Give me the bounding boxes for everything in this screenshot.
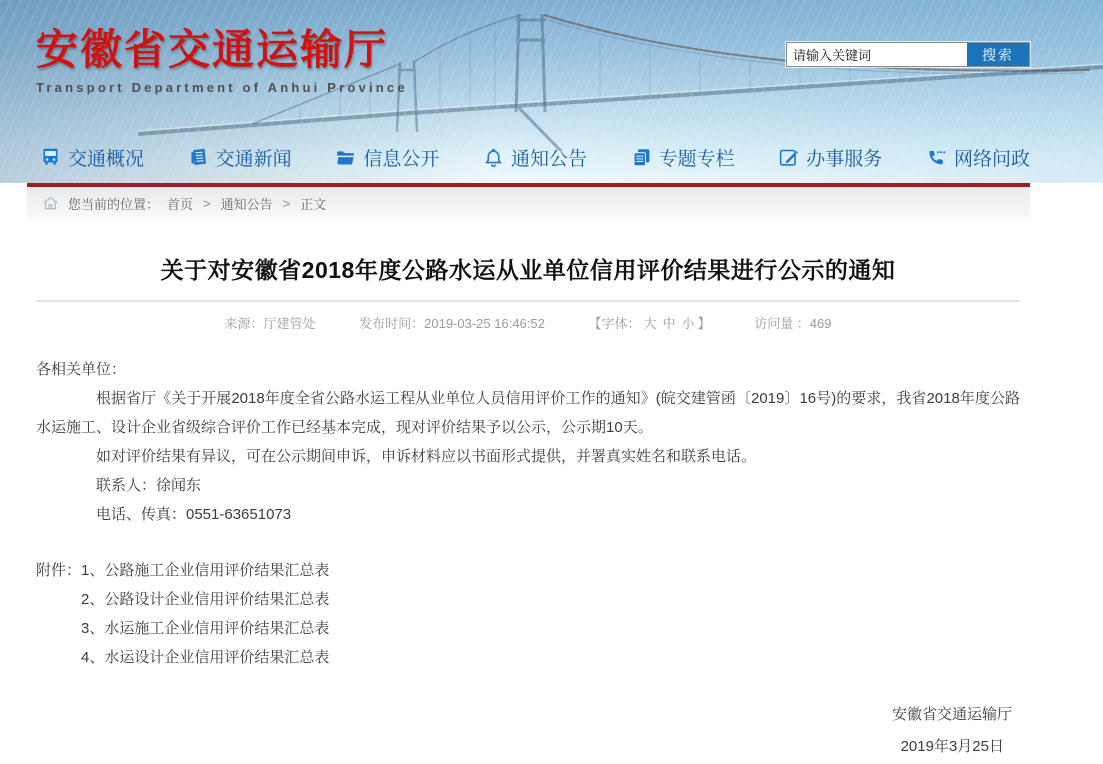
nav-item-traffic-overview[interactable]: [40, 144, 144, 171]
news-icon: [188, 147, 209, 168]
nav-item-label: 交通概况: [68, 148, 145, 170]
paragraph: 如对评价结果有异议，可在公示期间申诉，申诉材料应以书面形式提供，并署真实姓名和联系电话。: [96, 448, 757, 465]
search-button[interactable]: 搜索: [967, 43, 1029, 66]
attachments: [36, 556, 1020, 672]
nav-item-label: 办事服务: [806, 148, 883, 170]
signature-org: 安徽省交通运输厅: [891, 706, 1012, 723]
attachment-link[interactable]: 2、公路设计企业信用评价结果汇总表: [81, 591, 330, 608]
bus-icon: [40, 147, 61, 168]
article-meta: [36, 313, 1020, 332]
breadcrumb-current: 正文: [300, 197, 327, 212]
font-size-suffix: 】: [697, 316, 711, 331]
bell-icon: [483, 147, 504, 168]
breadcrumb-home[interactable]: 首页: [167, 197, 194, 212]
breadcrumb-separator: >: [282, 196, 291, 211]
attachment-list: [81, 556, 329, 672]
nav-item-label: 信息公开: [363, 148, 440, 170]
nav-item-traffic-news[interactable]: [188, 144, 292, 171]
signature-date: 2019年3月25日: [900, 738, 1004, 755]
site-title: 安徽省交通运输厅: [36, 26, 389, 73]
search-box: [786, 42, 1030, 67]
breadcrumb-prefix: 您当前的位置：: [68, 197, 160, 212]
main-nav: [40, 137, 1030, 177]
nav-item-label: 专题专栏: [658, 148, 735, 170]
breadcrumb-separator: >: [203, 196, 211, 211]
meta-font-size-control: [588, 316, 710, 331]
search-input[interactable]: [787, 43, 967, 66]
folder-icon: [335, 147, 356, 168]
contact-phone: 电话、传真：0551-63651073: [96, 506, 292, 523]
nav-item-notices[interactable]: [483, 144, 587, 171]
article: [27, 220, 1030, 764]
paragraph: 根据省厅《关于开展2018年度全省公路水运工程从业单位人员信用评价工作的通知》(皖交建管函〔2019〕16号)的要求，我省2018年度公路水运施工、设计企业省级综合评价工作已经基本完成，现对评价结果予以公示，公示期10天。: [36, 390, 1020, 436]
font-size-small[interactable]: 小: [681, 316, 695, 331]
signature: [36, 700, 1020, 764]
home-icon[interactable]: [41, 194, 60, 213]
nav-item-info-disclosure[interactable]: [335, 144, 439, 171]
phone-icon: [926, 147, 947, 168]
attachment-link[interactable]: 3、水运施工企业信用评价结果汇总表: [81, 620, 330, 637]
nav-item-services[interactable]: [778, 144, 882, 171]
header-banner: [0, 0, 1103, 183]
meta-source: 来源：厅建管处: [224, 316, 316, 331]
attachments-label: 附件：: [36, 562, 82, 579]
pencil-icon: [778, 147, 799, 168]
nav-item-special-columns[interactable]: [631, 144, 735, 171]
nav-item-label: 交通新闻: [215, 148, 292, 170]
article-title: 关于对安徽省2018年度公路水运从业单位信用评价结果进行公示的通知: [160, 257, 896, 283]
font-size-prefix: 【字体：: [588, 316, 641, 331]
pages-icon: [631, 147, 652, 168]
meta-publish-time: 发布时间：2019-03-25 16:46:52: [359, 316, 545, 331]
nav-item-label: 通知公告: [510, 148, 587, 170]
nav-item-online-politics[interactable]: [926, 144, 1030, 171]
breadcrumb-notices[interactable]: 通知公告: [220, 197, 273, 212]
breadcrumb: [27, 187, 1030, 220]
nav-item-label: 网络问政: [953, 148, 1030, 170]
meta-visits: 访问量 ：469: [754, 316, 832, 331]
font-size-large[interactable]: 大: [643, 316, 657, 331]
attachment-link[interactable]: 4、水运设计企业信用评价结果汇总表: [81, 649, 330, 666]
font-size-medium[interactable]: 中: [662, 316, 676, 331]
site-logo: [36, 26, 408, 95]
site-subtitle: Transport Department of Anhui Province: [36, 80, 408, 95]
article-body: [36, 355, 1020, 529]
attachment-link[interactable]: 1、公路施工企业信用评价结果汇总表: [81, 562, 330, 579]
salutation: 各相关单位：: [36, 361, 127, 378]
title-divider: [36, 300, 1020, 302]
contact-person: 联系人：徐闻东: [96, 477, 202, 494]
